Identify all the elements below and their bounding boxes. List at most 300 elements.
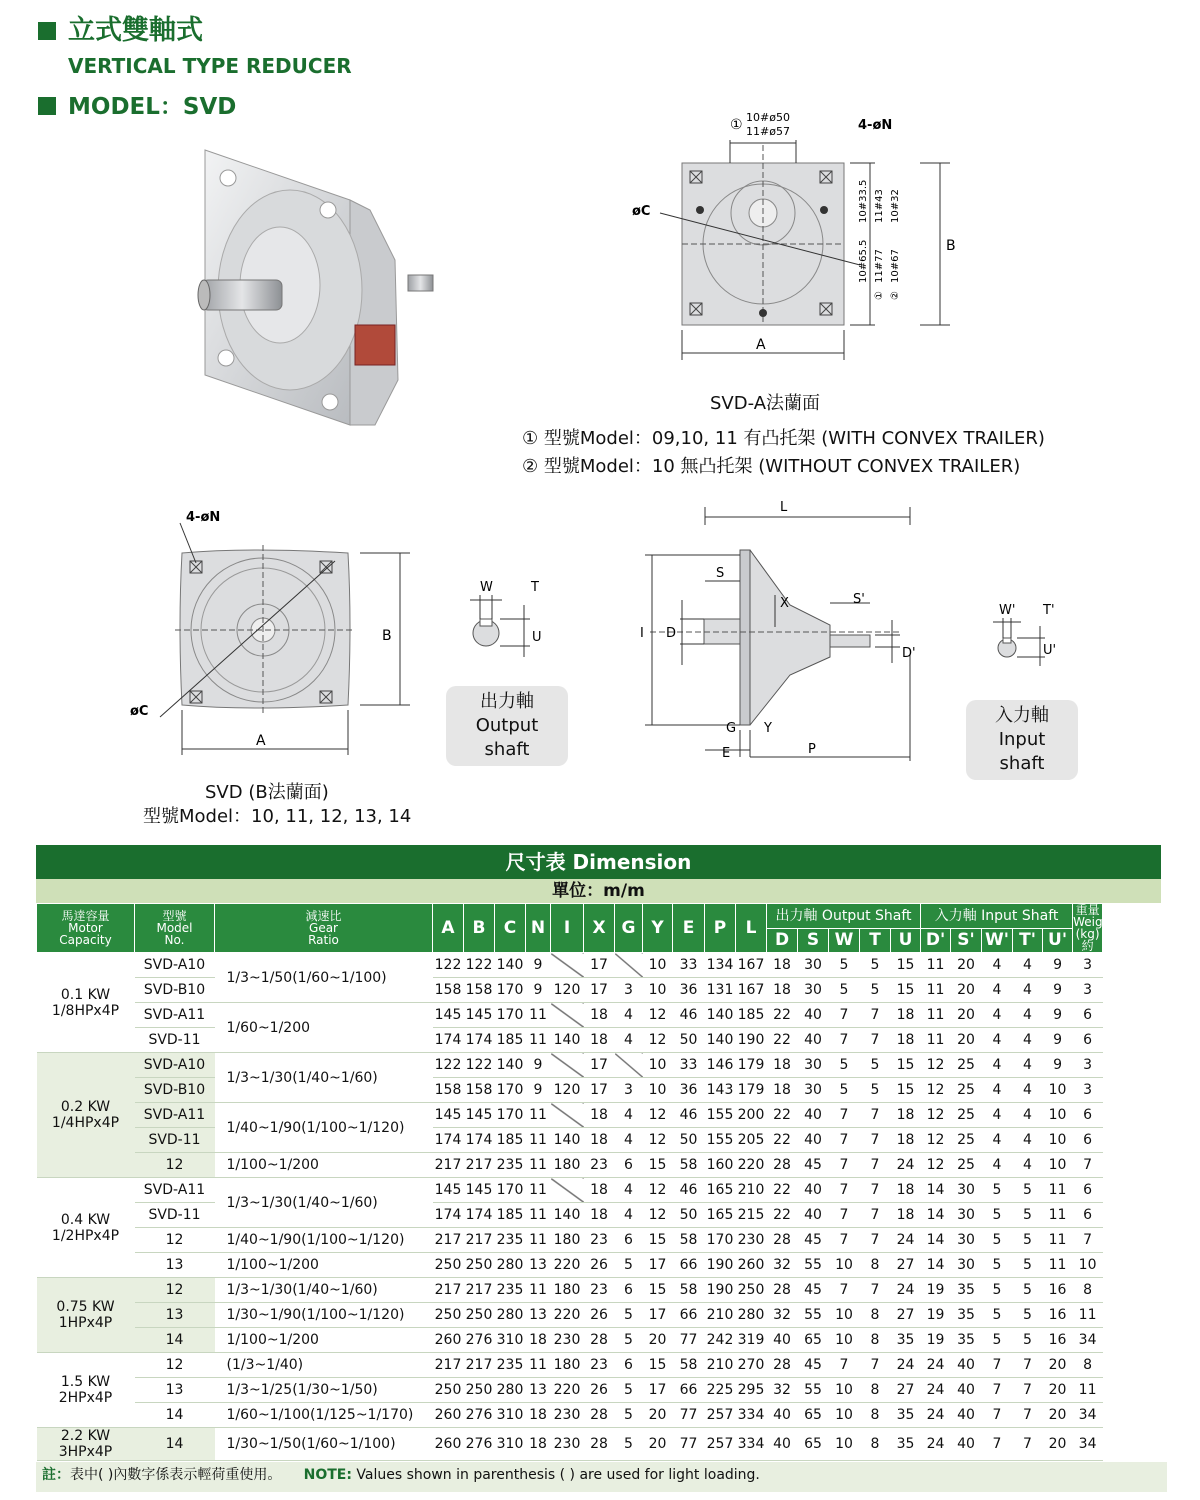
- value-cell: 7: [829, 1003, 860, 1028]
- value-cell: 185: [495, 1028, 526, 1053]
- value-cell: 35: [951, 1303, 982, 1328]
- value-cell: 5: [615, 1328, 643, 1353]
- value-cell: 17: [643, 1303, 673, 1328]
- value-cell: 7: [1073, 1153, 1103, 1178]
- value-cell: 7: [829, 1153, 860, 1178]
- value-cell: 18: [891, 1128, 921, 1153]
- value-cell: 5: [1013, 1328, 1043, 1353]
- svg-text:10#ø50: 10#ø50: [746, 111, 790, 124]
- side-label-d: D: [666, 626, 677, 641]
- value-cell: 34: [1073, 1403, 1103, 1428]
- value-cell: 280: [495, 1303, 526, 1328]
- dimension-table-section: [36, 845, 1161, 1461]
- side-label-x: X: [780, 596, 789, 611]
- value-cell: 310: [495, 1428, 526, 1461]
- value-cell: 13: [526, 1378, 551, 1403]
- table-row: [37, 1003, 1199, 1028]
- value-cell: 30: [798, 1053, 829, 1078]
- value-cell: 19: [921, 1303, 951, 1328]
- value-cell: 122: [433, 953, 464, 978]
- value-cell: 8: [860, 1303, 891, 1328]
- svg-text:②: ②: [890, 291, 901, 300]
- value-cell: 10: [829, 1328, 860, 1353]
- value-cell: 4: [1013, 1028, 1043, 1053]
- model-cell: SVD-B10: [135, 1078, 215, 1103]
- value-cell: 10: [1043, 1153, 1073, 1178]
- value-cell: 5: [1013, 1278, 1043, 1303]
- value-cell: 24: [921, 1403, 951, 1428]
- value-cell: 180: [551, 1353, 584, 1378]
- value-cell: 235: [495, 1278, 526, 1303]
- value-cell: 120: [551, 978, 584, 1003]
- model-cell: SVD-11: [135, 1028, 215, 1053]
- value-cell: 7: [1013, 1428, 1043, 1461]
- value-cell: 319: [736, 1328, 767, 1353]
- table-unit: 單位：m/m: [36, 879, 1161, 903]
- value-cell: 26: [584, 1253, 615, 1278]
- gear-ratio-cell: 1/3~1/25(1/30~1/50): [215, 1378, 433, 1403]
- value-cell: 19: [921, 1328, 951, 1353]
- value-cell: 250: [433, 1253, 464, 1278]
- value-cell: 217: [433, 1153, 464, 1178]
- value-cell: 143: [705, 1078, 736, 1103]
- value-cell: 12: [921, 1153, 951, 1178]
- head-ratio: 減速比 Gear Ratio: [215, 904, 433, 953]
- value-cell: 11: [526, 1003, 551, 1028]
- value-cell: 220: [551, 1378, 584, 1403]
- value-cell: 170: [495, 1003, 526, 1028]
- value-cell: 12: [921, 1053, 951, 1078]
- value-cell: 17: [643, 1253, 673, 1278]
- value-cell: 11: [921, 1028, 951, 1053]
- value-cell: [551, 1003, 584, 1028]
- table-row: [37, 1278, 1199, 1303]
- head-output-shaft: 出力軸 Output Shaft: [767, 904, 921, 929]
- value-cell: 34: [1073, 1428, 1103, 1461]
- value-cell: 134: [705, 953, 736, 978]
- value-cell: 9: [1043, 978, 1073, 1003]
- head-weight: 重量 Weight (kg)約: [1073, 903, 1115, 953]
- value-cell: 12: [921, 1103, 951, 1128]
- value-cell: 16: [1043, 1303, 1073, 1328]
- diagram-b-label-b: B: [382, 628, 392, 644]
- value-cell: 77: [673, 1328, 705, 1353]
- value-cell: 6: [615, 1153, 643, 1178]
- value-cell: 185: [736, 1003, 767, 1028]
- value-cell: 5: [982, 1253, 1013, 1278]
- table-row: [37, 953, 1199, 978]
- value-cell: 250: [464, 1378, 495, 1403]
- gear-ratio-cell: 1/100~1/200: [215, 1328, 433, 1353]
- value-cell: 28: [584, 1328, 615, 1353]
- table-row: [37, 1378, 1199, 1403]
- model-cell: 13: [135, 1378, 215, 1403]
- value-cell: 24: [921, 1378, 951, 1403]
- value-cell: 5: [860, 953, 891, 978]
- value-cell: 8: [1073, 1353, 1103, 1378]
- value-cell: 23: [584, 1353, 615, 1378]
- value-cell: 7: [829, 1128, 860, 1153]
- value-cell: 14: [921, 1203, 951, 1228]
- value-cell: 11: [921, 953, 951, 978]
- value-cell: 20: [1043, 1353, 1073, 1378]
- gear-ratio-cell: (1/3~1/40): [215, 1353, 433, 1378]
- value-cell: 146: [705, 1053, 736, 1078]
- value-cell: 174: [433, 1028, 464, 1053]
- value-cell: 217: [433, 1353, 464, 1378]
- value-cell: 9: [526, 953, 551, 978]
- value-cell: 10: [829, 1378, 860, 1403]
- value-cell: 260: [433, 1328, 464, 1353]
- value-cell: 50: [673, 1028, 705, 1053]
- value-cell: 12: [643, 1028, 673, 1053]
- value-cell: 174: [433, 1203, 464, 1228]
- side-view-diagram: [630, 495, 930, 765]
- value-cell: 7: [860, 1178, 891, 1203]
- value-cell: 65: [798, 1428, 829, 1461]
- table-row: [37, 1403, 1199, 1428]
- value-cell: 190: [705, 1253, 736, 1278]
- value-cell: 170: [495, 1078, 526, 1103]
- value-cell: 8: [860, 1253, 891, 1278]
- value-cell: 18: [584, 1203, 615, 1228]
- value-cell: 30: [951, 1178, 982, 1203]
- value-cell: 276: [464, 1403, 495, 1428]
- value-cell: 7: [829, 1178, 860, 1203]
- diagram-a-label-c: øC: [632, 204, 651, 219]
- value-cell: 55: [798, 1303, 829, 1328]
- value-cell: 165: [705, 1178, 736, 1203]
- value-cell: 4: [982, 1153, 1013, 1178]
- value-cell: 6: [1073, 1028, 1103, 1053]
- head-a: A: [433, 904, 464, 953]
- output-shaft-label-w: W: [480, 580, 493, 595]
- value-cell: [551, 1053, 584, 1078]
- value-cell: 5: [982, 1228, 1013, 1253]
- value-cell: 8: [860, 1428, 891, 1461]
- input-shaft-label-w: W': [999, 603, 1016, 618]
- value-cell: 17: [584, 1053, 615, 1078]
- diagram-b-caption-2: 型號Model：10, 11, 12, 13, 14: [143, 806, 412, 827]
- value-cell: 5: [615, 1303, 643, 1328]
- value-cell: 167: [736, 978, 767, 1003]
- diagram-b-label-n: 4-øN: [186, 510, 221, 525]
- table-row: [37, 1353, 1199, 1378]
- value-cell: 10: [1073, 1253, 1103, 1278]
- value-cell: 20: [951, 978, 982, 1003]
- value-cell: 9: [1043, 1003, 1073, 1028]
- value-cell: 6: [1073, 1128, 1103, 1153]
- value-cell: 6: [615, 1228, 643, 1253]
- value-cell: 20: [951, 953, 982, 978]
- value-cell: 18: [891, 1028, 921, 1053]
- table-row: [37, 1203, 1199, 1228]
- value-cell: 7: [1013, 1353, 1043, 1378]
- value-cell: 155: [705, 1103, 736, 1128]
- value-cell: 17: [584, 1078, 615, 1103]
- value-cell: 5: [829, 1053, 860, 1078]
- value-cell: 230: [551, 1403, 584, 1428]
- value-cell: 23: [584, 1278, 615, 1303]
- model-cell: SVD-A10: [135, 953, 215, 978]
- value-cell: 7: [829, 1203, 860, 1228]
- dimension-table: 馬達容量 Motor Capacity 型號 Model No. 減速比 Gear Ratio A B C N I X G Y E P L 出力軸 Output Shaft 入力軸 Input Shaft 重量 Weight (kg)約 D S W T U D' S' W' T' U' 0.1 KW 1/8HPx4P SVD-A10 1/3~1/50(1/60~1/100) 122 122 140 9 17 10 33 134 167 18 30 5 5 15 11 20 4 4 9 3 SVD-B10 158 158 170 9 120 17 3 10 36 131 167 18 30 5 5 15 11 20 4 4 9 3 SVD-A11 1/60~1/200 145 145 170 11 18 4 12 46 140 185 22 40 7 7 18 11 20 4 4 9 6 SVD-11 174 174 185 11 140 18 4 12 50 140 190 22 40 7 7 18 11 20 4 4 9 6 0.2 KW 1/4HPx4P SVD-A10 1/3~1/30(1/40~1/60) 122 122 140 9 17 10 33 146 179 18 30 5 5 15 12 25 4 4 9 3 SVD-B10 158 158 170 9 120 17 3 10 36 143 179 18 30 5 5 15 12 25 4 4 10 3 SVD-A11 1/40~1/90(1/100~1/120) 145 145 170 11 18 4 12 46 155 200 22 40 7 7 18 12 25 4 4 10 6 SVD-11 174 174 185 11 140 18 4 12 50 155 205 22 40 7 7 18 12 25 4 4 10 6 12 1/100~1/200 217 217 235 11 180 23 6 15 58 160 220 28 45 7 7 24 12 25 4 4 10 7 0.4 KW 1/2HPx4P SVD-A11 1/3~1/30(1/40~1/60) 145 145 170 11 18 4 12 46 165 210 22 40 7 7 18 14 30 5 5 11 6 SVD-11 174 174 185 11 140 18 4 12 50 165 215 22 40 7 7 18 14 30 5 5 11 6 12 1/40~1/90(1/100~1/120) 217 217 235 11 180 23 6 15 58 170 230 28 45 7 7 24 14 30 5 5 11 7 13 1/100~1/200 250 250 280 13 220 26 5 17 66 190 260 32 55 10 8 27 14 30 5 5 11 10 0.75 KW 1HPx4P 12 1/3~1/30(1/40~1/60) 217 217 235 11 180 23 6 15 58 190 250 28 45 7 7 24 19 35 5 5 16 8 13 1/30~1/90(1/100~1/120) 250 250 280 13 220 26 5 17 66 210 280 32 55 10 8 27 19 35 5 5 16 11 14 1/100~1/200 260 276 310 18 230 28 5 20 77 242 319 40 65 10 8 35 19 35 5 5 16 34 1.5 KW 2HPx4P 12 (1/3~1/40) 217 217 235 11 180 23 6 15 58 210 270 28 45 7 7 24 24 40 7 7 20 8 13 1/3~1/25(1/30~1/50) 250 250 280 13 220 26 5 17 66 225 295 32 55 10 8 27 24 40 7 7 20 11 14 1/60~1/100(1/125~1/170) 260 276 310 18 230 28 5 20 77 257 334 40 65 10 8 35 24 40 7 7 20 34 2.2 KW 3HPx4P 14 1/30~1/50(1/60~1/100) 260 276 310 18 230 28 5 20 77 257 334 40 65 10 8 35 24 40 7 7 20 34: [36, 903, 1199, 1461]
- value-cell: 276: [464, 1328, 495, 1353]
- value-cell: 122: [464, 1053, 495, 1078]
- svg-text:①: ①: [730, 117, 743, 133]
- value-cell: 36: [673, 1078, 705, 1103]
- value-cell: 4: [615, 1128, 643, 1153]
- value-cell: 3: [1073, 953, 1103, 978]
- gear-ratio-cell: 1/30~1/90(1/100~1/120): [215, 1303, 433, 1328]
- value-cell: 24: [921, 1428, 951, 1461]
- side-label-l: L: [780, 500, 788, 515]
- value-cell: 217: [433, 1278, 464, 1303]
- output-shaft-badge: 出力軸 Output shaft: [446, 686, 568, 766]
- value-cell: 3: [1073, 978, 1103, 1003]
- value-cell: 25: [951, 1128, 982, 1153]
- gear-ratio-cell: 1/3~1/30(1/40~1/60): [215, 1178, 433, 1228]
- value-cell: 18: [526, 1328, 551, 1353]
- head-l: L: [736, 904, 767, 953]
- value-cell: 260: [433, 1428, 464, 1461]
- value-cell: 131: [705, 978, 736, 1003]
- value-cell: 45: [798, 1153, 829, 1178]
- value-cell: 210: [705, 1353, 736, 1378]
- value-cell: 145: [464, 1178, 495, 1203]
- value-cell: 120: [551, 1078, 584, 1103]
- value-cell: 242: [705, 1328, 736, 1353]
- value-cell: 30: [798, 953, 829, 978]
- table-row: [37, 1228, 1199, 1253]
- value-cell: 24: [921, 1353, 951, 1378]
- diagram-a-label-a: A: [756, 337, 766, 353]
- value-cell: 8: [860, 1378, 891, 1403]
- gear-ratio-cell: 1/100~1/200: [215, 1253, 433, 1278]
- value-cell: 40: [798, 1103, 829, 1128]
- value-cell: 11: [526, 1178, 551, 1203]
- value-cell: 5: [1013, 1203, 1043, 1228]
- value-cell: 28: [767, 1278, 798, 1303]
- value-cell: 5: [860, 1078, 891, 1103]
- value-cell: 20: [1043, 1378, 1073, 1403]
- diagram-b-label-a: A: [256, 733, 266, 749]
- value-cell: 24: [891, 1228, 921, 1253]
- square-bullet-icon: [38, 22, 56, 40]
- value-cell: 34: [1073, 1328, 1103, 1353]
- value-cell: 179: [736, 1053, 767, 1078]
- value-cell: 20: [643, 1328, 673, 1353]
- product-photo: [170, 140, 470, 430]
- value-cell: [551, 953, 584, 978]
- output-shaft-label-t: T: [531, 580, 539, 595]
- head-p: P: [705, 904, 736, 953]
- gear-ratio-cell: 1/40~1/90(1/100~1/120): [215, 1228, 433, 1253]
- side-label-p: P: [808, 742, 816, 757]
- value-cell: 5: [615, 1428, 643, 1461]
- value-cell: 20: [643, 1428, 673, 1461]
- value-cell: 22: [767, 1203, 798, 1228]
- value-cell: 190: [705, 1278, 736, 1303]
- value-cell: 18: [767, 978, 798, 1003]
- value-cell: 35: [951, 1328, 982, 1353]
- value-cell: 145: [433, 1003, 464, 1028]
- value-cell: 9: [526, 1078, 551, 1103]
- value-cell: 14: [921, 1178, 951, 1203]
- value-cell: 250: [464, 1253, 495, 1278]
- value-cell: 30: [951, 1228, 982, 1253]
- model-cell: SVD-A11: [135, 1178, 215, 1203]
- value-cell: 4: [982, 1003, 1013, 1028]
- value-cell: 11: [921, 1003, 951, 1028]
- value-cell: 179: [736, 1078, 767, 1103]
- value-cell: 260: [736, 1253, 767, 1278]
- table-row: [37, 1428, 1199, 1461]
- value-cell: 36: [673, 978, 705, 1003]
- gear-ratio-cell: 1/40~1/90(1/100~1/120): [215, 1103, 433, 1153]
- gear-ratio-cell: 1/30~1/50(1/60~1/100): [215, 1428, 433, 1461]
- head-b: B: [464, 904, 495, 953]
- value-cell: 12: [921, 1128, 951, 1153]
- side-label-y: Y: [764, 721, 772, 736]
- value-cell: 5: [829, 1078, 860, 1103]
- value-cell: 45: [798, 1228, 829, 1253]
- value-cell: 280: [736, 1303, 767, 1328]
- value-cell: 10: [829, 1403, 860, 1428]
- diagram-b-label-c: øC: [130, 704, 149, 719]
- value-cell: 5: [615, 1403, 643, 1428]
- value-cell: 6: [1073, 1203, 1103, 1228]
- value-cell: 30: [798, 1078, 829, 1103]
- value-cell: 10: [829, 1253, 860, 1278]
- motor-capacity-cell: 0.2 KW 1/4HPx4P: [37, 1053, 135, 1178]
- value-cell: 77: [673, 1428, 705, 1461]
- value-cell: [615, 1053, 643, 1078]
- value-cell: 22: [767, 1103, 798, 1128]
- value-cell: 32: [767, 1378, 798, 1403]
- value-cell: 7: [860, 1003, 891, 1028]
- value-cell: 4: [1013, 1053, 1043, 1078]
- value-cell: 12: [921, 1078, 951, 1103]
- table-row: [37, 1153, 1199, 1178]
- model-heading: MODEL：SVD: [38, 88, 236, 121]
- value-cell: 5: [860, 978, 891, 1003]
- value-cell: 11: [526, 1278, 551, 1303]
- value-cell: 122: [464, 953, 495, 978]
- motor-capacity-cell: 2.2 KW 3HPx4P: [37, 1428, 135, 1461]
- value-cell: 11: [526, 1103, 551, 1128]
- value-cell: 180: [551, 1153, 584, 1178]
- value-cell: 4: [1013, 1128, 1043, 1153]
- value-cell: 180: [551, 1278, 584, 1303]
- value-cell: 5: [982, 1203, 1013, 1228]
- value-cell: 7: [860, 1353, 891, 1378]
- value-cell: 190: [736, 1028, 767, 1053]
- value-cell: 185: [495, 1203, 526, 1228]
- head-motor: 馬達容量 Motor Capacity: [37, 904, 135, 953]
- value-cell: [551, 1178, 584, 1203]
- value-cell: 4: [1013, 953, 1043, 978]
- value-cell: 35: [951, 1278, 982, 1303]
- value-cell: 26: [584, 1378, 615, 1403]
- value-cell: 40: [767, 1428, 798, 1461]
- value-cell: [615, 953, 643, 978]
- svg-text:10#33.5: 10#33.5: [858, 179, 869, 223]
- gear-ratio-cell: 1/100~1/200: [215, 1153, 433, 1178]
- value-cell: 250: [464, 1303, 495, 1328]
- diagram-a-note-1: ① 型號Model：09,10, 11 有凸托架 (WITH CONVEX TRAILER): [522, 428, 1045, 449]
- value-cell: 4: [982, 1053, 1013, 1078]
- value-cell: 170: [495, 978, 526, 1003]
- motor-capacity-cell: 1.5 KW 2HPx4P: [37, 1353, 135, 1428]
- value-cell: 7: [982, 1353, 1013, 1378]
- value-cell: 19: [921, 1278, 951, 1303]
- value-cell: 50: [673, 1128, 705, 1153]
- value-cell: 16: [1043, 1328, 1073, 1353]
- value-cell: 3: [615, 978, 643, 1003]
- value-cell: 220: [551, 1253, 584, 1278]
- value-cell: 4: [1013, 978, 1043, 1003]
- model-cell: SVD-B10: [135, 978, 215, 1003]
- value-cell: 295: [736, 1378, 767, 1403]
- side-label-s2: S': [853, 592, 865, 607]
- value-cell: 7: [829, 1353, 860, 1378]
- value-cell: 170: [495, 1178, 526, 1203]
- value-cell: 22: [767, 1178, 798, 1203]
- value-cell: 26: [584, 1303, 615, 1328]
- value-cell: 10: [643, 978, 673, 1003]
- value-cell: 7: [982, 1403, 1013, 1428]
- value-cell: 55: [798, 1253, 829, 1278]
- value-cell: 145: [464, 1103, 495, 1128]
- value-cell: 5: [860, 1053, 891, 1078]
- value-cell: 7: [860, 1278, 891, 1303]
- model-cell: 14: [135, 1428, 215, 1461]
- square-bullet-icon: [38, 97, 56, 115]
- value-cell: 170: [705, 1228, 736, 1253]
- table-row: [37, 1103, 1199, 1128]
- value-cell: 9: [526, 978, 551, 1003]
- table-row: [37, 1253, 1199, 1278]
- footnote: 註：表中( )內數字係表示輕荷重使用。 NOTE: Values shown in parenthesis ( ) are used for light loading.: [36, 1462, 1167, 1492]
- value-cell: 230: [736, 1228, 767, 1253]
- value-cell: 46: [673, 1178, 705, 1203]
- value-cell: 174: [433, 1128, 464, 1153]
- value-cell: 15: [891, 1053, 921, 1078]
- value-cell: 11: [526, 1028, 551, 1053]
- value-cell: 22: [767, 1128, 798, 1153]
- value-cell: 15: [643, 1278, 673, 1303]
- value-cell: 10: [643, 953, 673, 978]
- value-cell: 11: [526, 1128, 551, 1153]
- value-cell: 8: [1073, 1278, 1103, 1303]
- value-cell: 8: [860, 1328, 891, 1353]
- value-cell: 11: [1043, 1178, 1073, 1203]
- value-cell: 13: [526, 1303, 551, 1328]
- value-cell: 35: [891, 1328, 921, 1353]
- head-x: X: [584, 904, 615, 953]
- value-cell: 15: [643, 1153, 673, 1178]
- model-cell: SVD-A10: [135, 1053, 215, 1078]
- value-cell: 23: [584, 1153, 615, 1178]
- value-cell: 11: [1043, 1228, 1073, 1253]
- svg-text:11#43: 11#43: [874, 189, 885, 223]
- value-cell: 250: [736, 1278, 767, 1303]
- value-cell: 10: [1043, 1128, 1073, 1153]
- value-cell: 7: [829, 1103, 860, 1128]
- model-cell: 12: [135, 1228, 215, 1253]
- model-cell: 13: [135, 1253, 215, 1278]
